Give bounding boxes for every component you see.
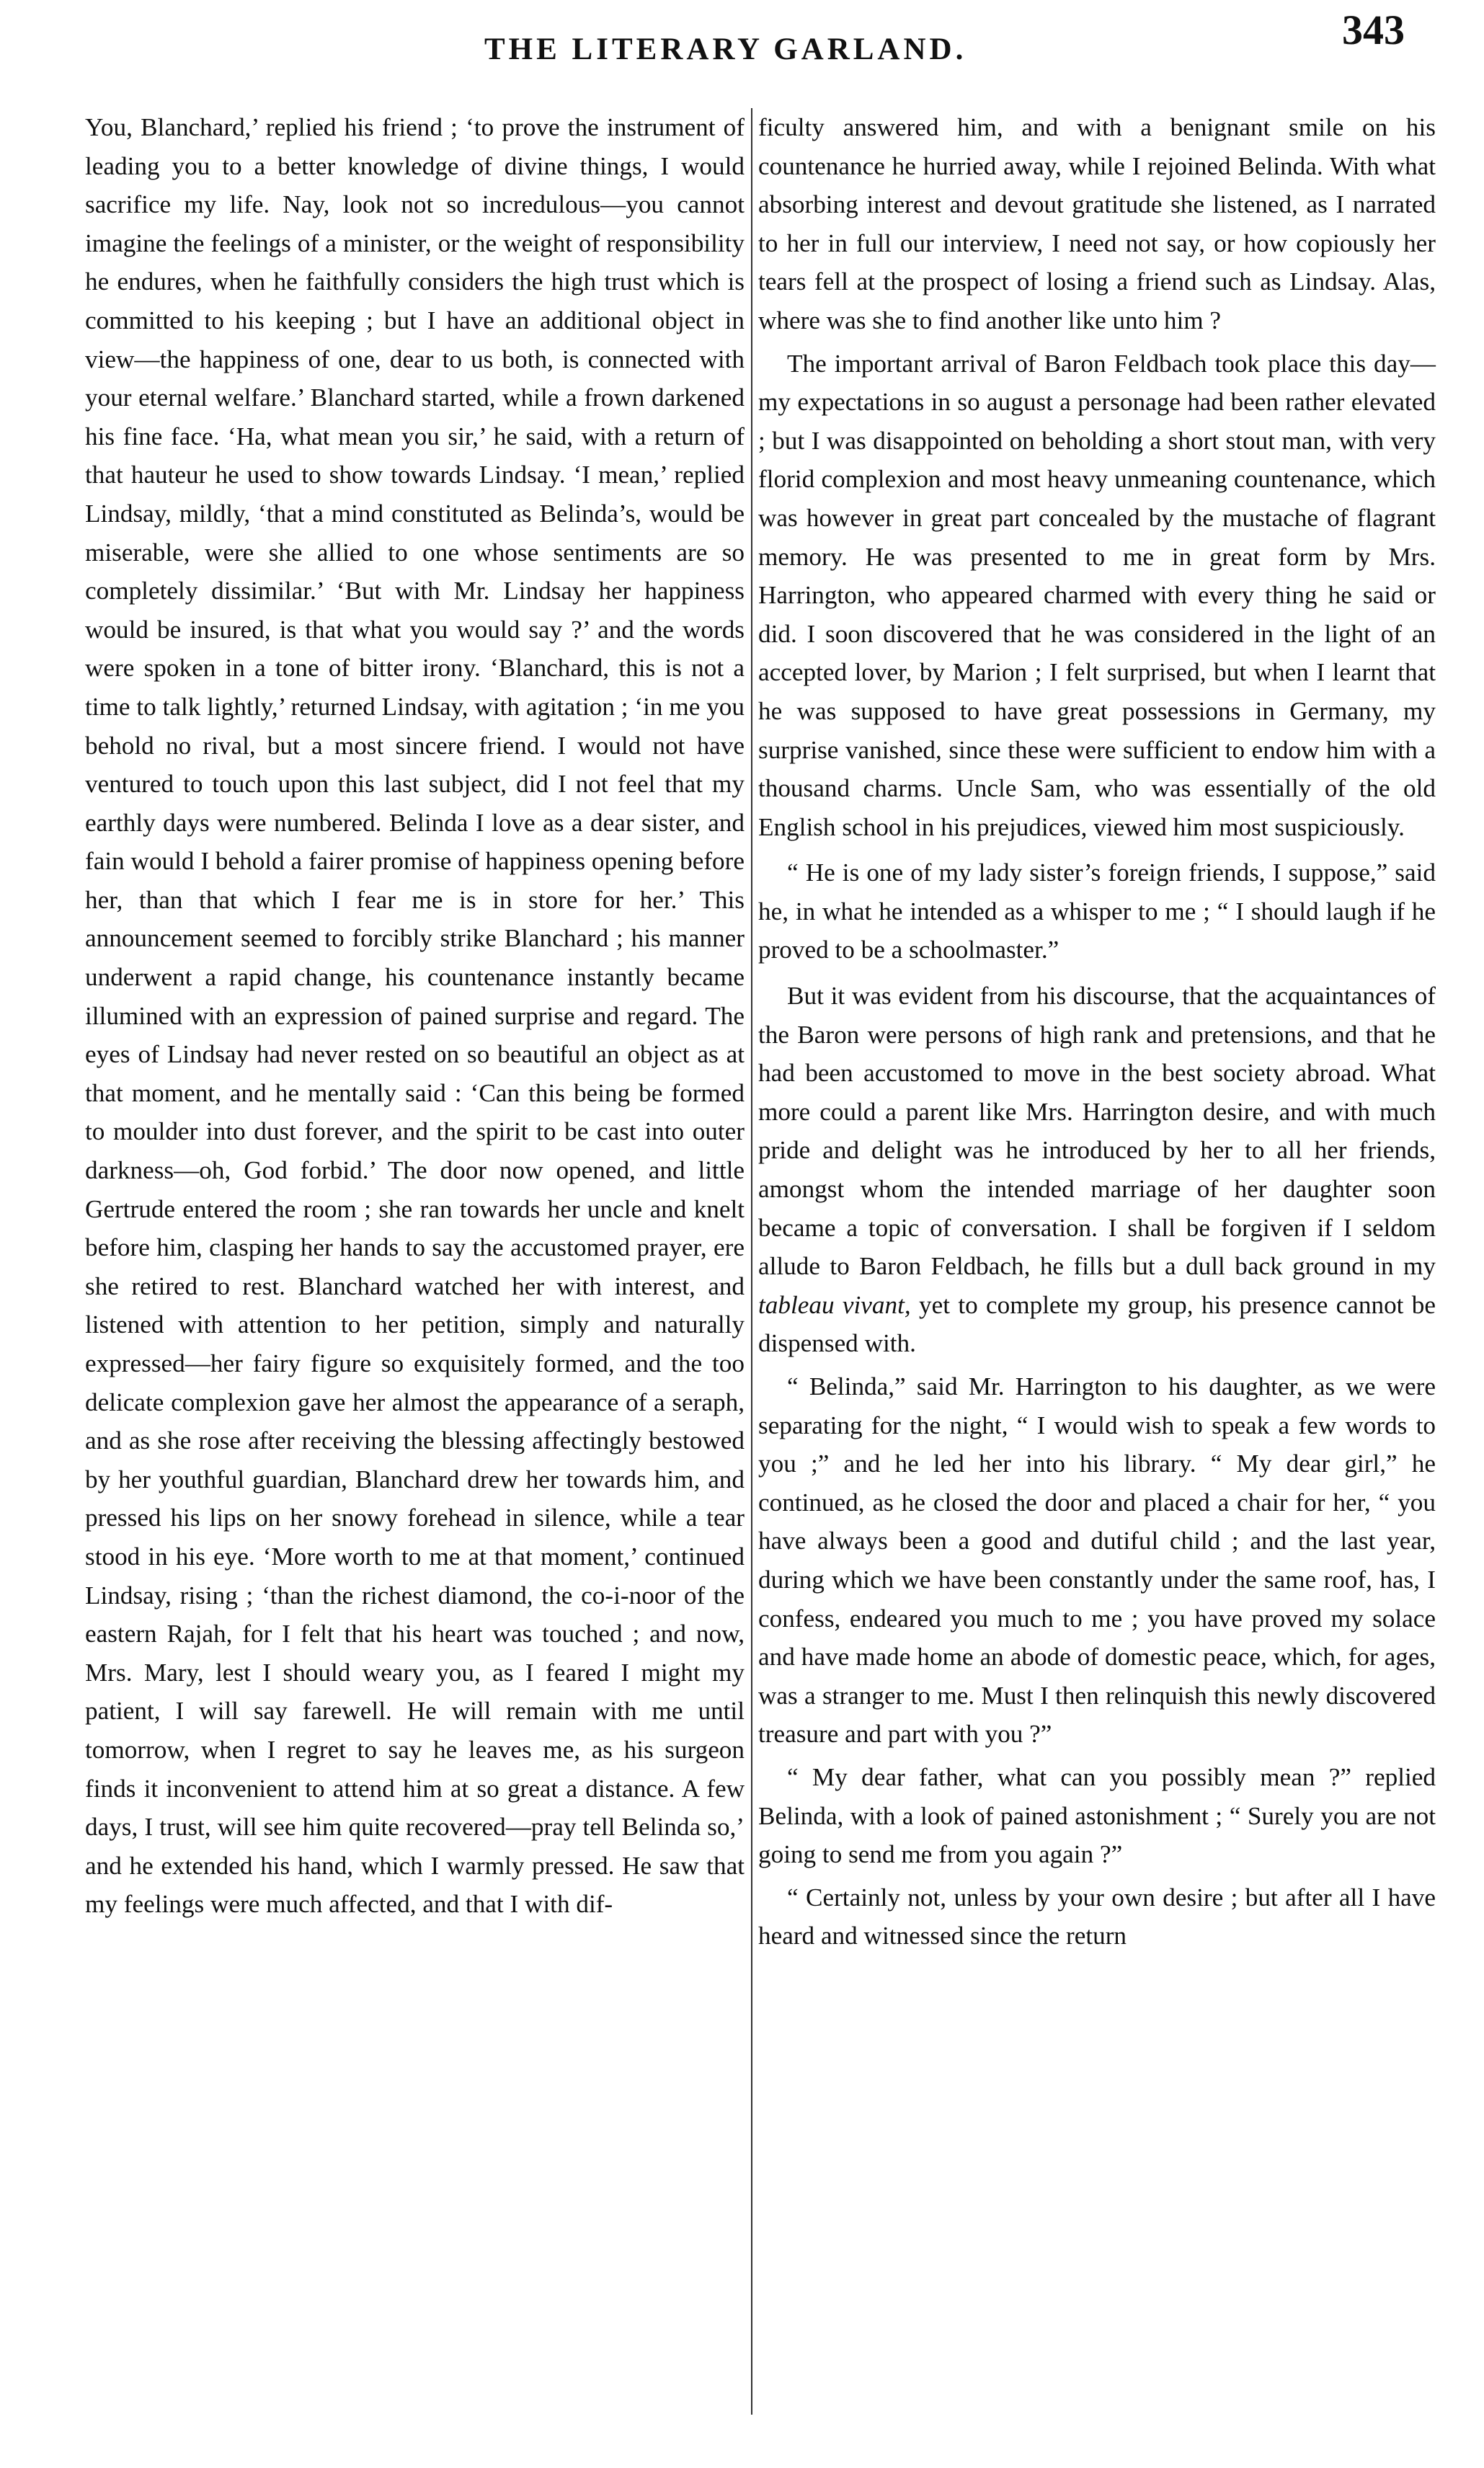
paragraph-text: yet to complete my group, his presence cannot be dispensed with. [758,1290,1436,1358]
paragraph: “ My dear father, what can you possibly mean ?” replied Belinda, with a look of pained astonishment ; “ Surely you are not going to send me from you again ?” [758,1762,1436,1869]
paragraph: The important arrival of Baron Feldbach took place this day—my expectations in so august a personage had been rather elevated ; but I was disappointed on beholding a short stout man, with very florid complexion and most heavy unmeaning countenance, which was however in great part concealed by the mustache of flagrant memory. He was presented to me in great form by Mrs. Harrington, who appeared charmed with every thing he said or did. I soon discovered that he was considered in the light of an accepted lover, by Marion ; I felt surprised, but when I learnt that he was supposed to have great possessions in Germany, my surprise vanished, since these were sufficient to endow him with a thousand charms. Uncle Sam, who was essentially of the old English school in his prejudices, viewed him most suspiciously. [758,349,1436,841]
paragraph-text: But it was evident from his discourse, that the acquaintances of the Baron were persons of high rank and pretensions, and that he had been accustomed to move in the best society abroad. What more could a parent like Mrs. Harrington desire, and with much pride and delight was he introduced by her to all her friends, amongst whom the intended marriage of her daughter soon became a topic of conversation. I shall be forgiven if I seldom allude to Baron Feldbach, he fills but a dull back ground in my [758,982,1436,1281]
paragraph: ficulty answered him, and with a benignant smile on his countenance he hurried away, while I rejoined Belinda. With what absorbing interest and devout gratitude she listened, as I narrated to her in full our interview, I need not say, or how copiously her tears fell at the prospect of losing a friend such as Lindsay. Alas, where was she to find another like unto him ? [758,113,1436,334]
page-header [0,0,1484,86]
paragraph [758,977,1436,1363]
paragraph: You, Blanchard,’ replied his friend ; ‘to prove the instrument of leading you to a better knowledge of divine things, I would sacrifice my life. Nay, look not so incredulous—you cannot imagine the feelings of a minister, or the weight of responsibility he endures, when he faithfully considers the high trust which is committed to his keeping ; but I have an additional object in view—the happiness of one, dear to us both, is connected with your eternal welfare.’ Blanchard started, while a frown darkened his fine face. ‘Ha, what mean you sir,’ he said, with a return of that hauteur he used to show towards Lindsay. ‘I mean,’ replied Lindsay, mildly, ‘that a mind constituted as Belinda’s, would be miserable, were she allied to one whose sentiments are so completely dissimilar.’ ‘But with Mr. Lindsay her happiness would be insured, is that what you would say ?’ and the words were spoken in a tone of bitter irony. ‘Blanchard, this is not a time to talk lightly,’ returned Lindsay, with agitation ; ‘in me you behold no rival, but a most sincere friend. I would not have ventured to touch upon this last subject, did I not feel that my earthly days were numbered. Belinda I love as a dear sister, and fain would I behold a fairer promise of happiness opening before her, than that which I fear me is in store for her.’ This announcement seemed to forcibly strike Blanchard ; his manner underwent a rapid change, his countenance instantly became illumined with an expression of pained surprise and regard. The eyes of Lindsay had never rested on so beautiful an object as at that moment, and he mentally said : ‘Can this being be formed to moulder into dust forever, and the spirit to be cast into outer darkness—oh, God forbid.’ The door now opened, and little Gertrude entered the room ; she ran towards her uncle and knelt before him, clasping her hands to say the accustomed prayer, ere she retired to rest. Blanchard watched her with interest, and listened with attention to her petition, simply and naturally expressed—her fairy figure so exquisitely formed, and the too delicate complexion gave her almost the appearance of a seraph, and as she rose after receiving the blessing affectingly bestowed by her youthful guardian, Blanchard drew her towards him, and pressed his lips on her snowy forehead in silence, while a tear stood in his eye. ‘More worth to me at that moment,’ continued Lindsay, rising ; ‘than the richest diamond, the co-i-noor of the eastern Rajah, for I felt that his heart was touched ; and now, Mrs. Mary, lest I should weary you, as I feared I might my patient, I will say farewell. He will remain with me until tomorrow, when I regret to say he leaves me, as his surgeon finds it inconvenient to attend him at so great a distance. A few days, I trust, will see him quite recovered—pray tell Belinda so,’ and he extended his hand, which I warmly pressed. He saw that my feelings were much affected, and that I with dif- [85,113,745,1919]
paragraph: “ He is one of my lady sister’s foreign friends, I suppose,” said he, in what he intended as a whisper to me ; “ I should laugh if he proved to be a schoolmaster.” [758,858,1436,964]
paragraph: “ Belinda,” said Mr. Harrington to his daughter, as we were separating for the night, “ I would wish to speak a few words to you ;” and he led her into his library. “ My dear girl,” he continued, as he closed the door and placed a chair for her, “ you have always been a good and dutiful child ; and the last year, during which we have been constantly under the same roof, has, I confess, endeared you much to me ; you have proved my solace and have made home an abode of domestic peace, which, for ages, was a stranger to me. Must I then relinquish this newly discovered treasure and part with you ?” [758,1372,1436,1749]
paragraph: “ Certainly not, unless by your own desire ; but after all I have heard and witnessed since the return [758,1883,1436,1950]
running-title: THE LITERARY GARLAND. [484,32,967,66]
italic-phrase: tableau vivant, [758,1290,911,1319]
page-number: 343 [1342,6,1405,53]
column-divider [751,108,752,2415]
left-column [85,108,745,1924]
right-column [758,108,1436,1956]
